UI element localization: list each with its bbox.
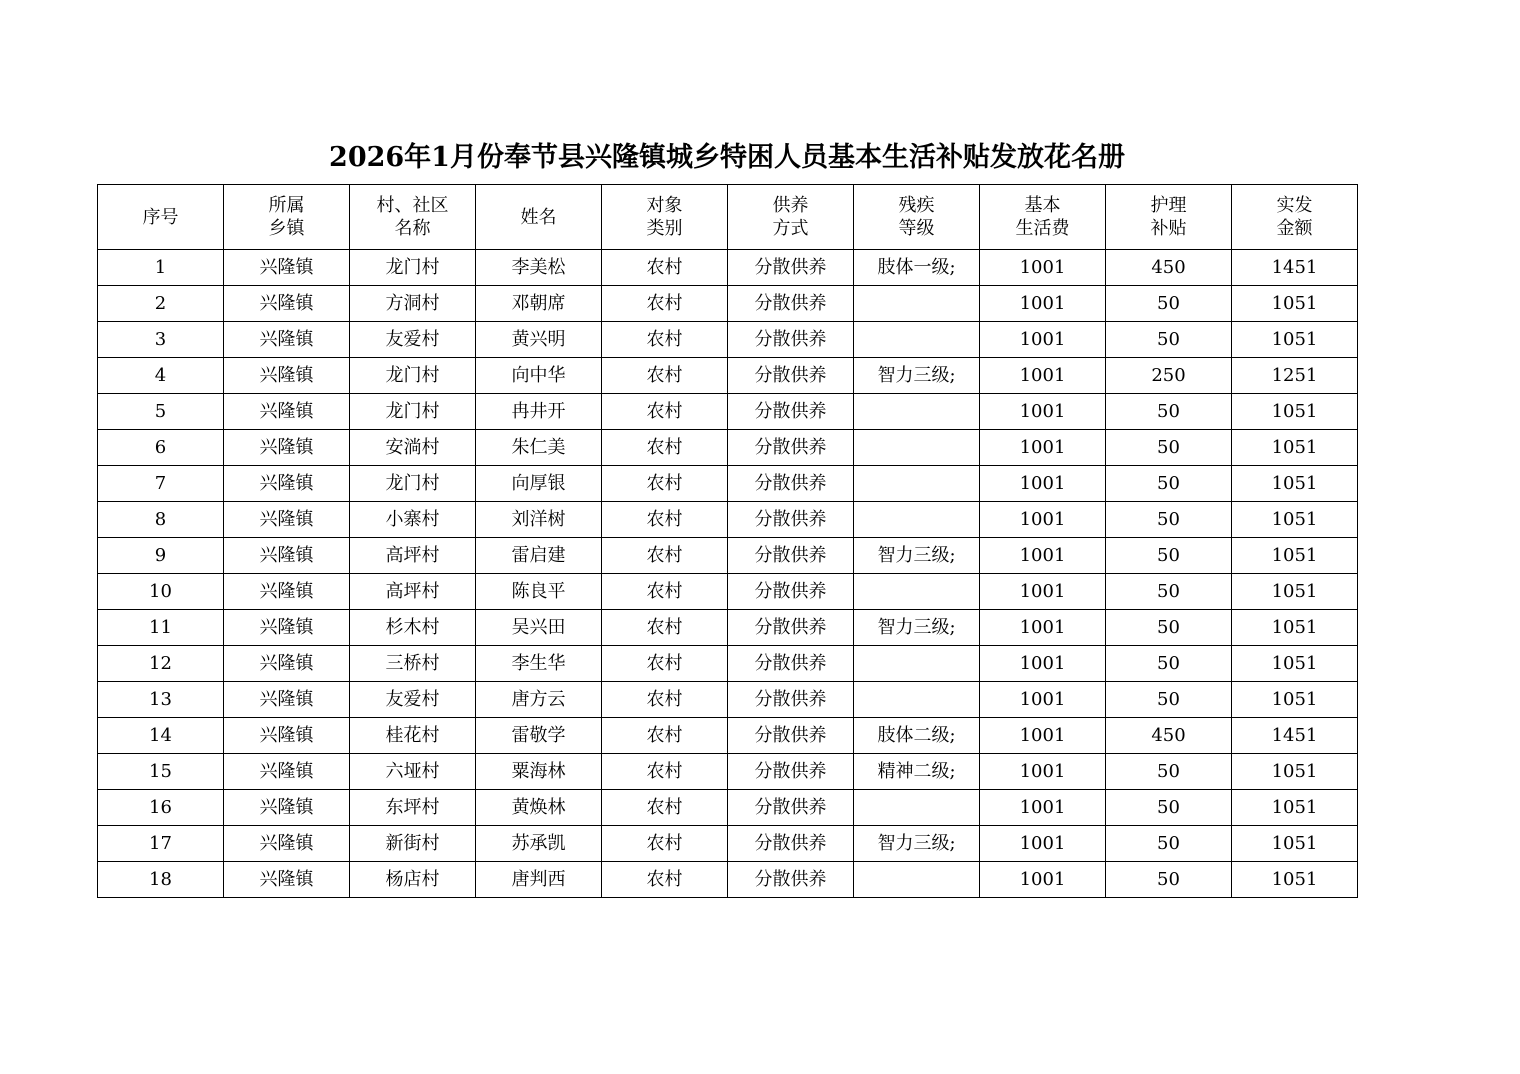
cell-support: 分散供养 (728, 322, 854, 358)
cell-care: 50 (1106, 502, 1232, 538)
cell-care: 50 (1106, 430, 1232, 466)
column-header-line1: 护理 (1150, 195, 1187, 216)
cell-category: 农村 (602, 646, 728, 682)
cell-seq: 12 (98, 646, 224, 682)
cell-seq: 2 (98, 286, 224, 322)
roster-table (97, 184, 1358, 898)
cell-name: 雷敬学 (476, 718, 602, 754)
cell-town: 兴隆镇 (224, 286, 350, 322)
cell-name: 雷启建 (476, 538, 602, 574)
cell-living: 1001 (980, 610, 1106, 646)
column-header-support (728, 185, 854, 250)
cell-category: 农村 (602, 430, 728, 466)
cell-seq: 14 (98, 718, 224, 754)
table-row (98, 682, 1358, 718)
cell-village: 六垭村 (350, 754, 476, 790)
cell-care: 50 (1106, 646, 1232, 682)
cell-support: 分散供养 (728, 250, 854, 286)
cell-seq: 8 (98, 502, 224, 538)
cell-village: 东坪村 (350, 790, 476, 826)
cell-category: 农村 (602, 322, 728, 358)
cell-village: 龙门村 (350, 394, 476, 430)
cell-disability (854, 322, 980, 358)
table-row (98, 286, 1358, 322)
cell-total: 1051 (1232, 682, 1358, 718)
column-header-category (602, 185, 728, 250)
cell-category: 农村 (602, 718, 728, 754)
column-header-living (980, 185, 1106, 250)
cell-town: 兴隆镇 (224, 322, 350, 358)
cell-living: 1001 (980, 358, 1106, 394)
cell-seq: 1 (98, 250, 224, 286)
cell-town: 兴隆镇 (224, 466, 350, 502)
table-row (98, 574, 1358, 610)
cell-town: 兴隆镇 (224, 394, 350, 430)
table-header-row (98, 185, 1358, 250)
cell-seq: 10 (98, 574, 224, 610)
cell-support: 分散供养 (728, 430, 854, 466)
cell-category: 农村 (602, 394, 728, 430)
cell-name: 李生华 (476, 646, 602, 682)
cell-support: 分散供养 (728, 538, 854, 574)
cell-total: 1451 (1232, 718, 1358, 754)
cell-name: 唐方云 (476, 682, 602, 718)
cell-town: 兴隆镇 (224, 502, 350, 538)
column-header-line1: 村、社区 (376, 195, 449, 216)
cell-care: 50 (1106, 286, 1232, 322)
cell-care: 50 (1106, 862, 1232, 898)
cell-disability: 肢体二级; (854, 718, 980, 754)
column-header-line2: 乡镇 (268, 218, 305, 239)
cell-seq: 17 (98, 826, 224, 862)
cell-category: 农村 (602, 862, 728, 898)
cell-seq: 11 (98, 610, 224, 646)
cell-town: 兴隆镇 (224, 646, 350, 682)
cell-name: 李美松 (476, 250, 602, 286)
cell-name: 刘洋树 (476, 502, 602, 538)
cell-town: 兴隆镇 (224, 358, 350, 394)
cell-support: 分散供养 (728, 826, 854, 862)
column-header-line2: 补贴 (1150, 218, 1187, 239)
cell-disability (854, 502, 980, 538)
cell-support: 分散供养 (728, 358, 854, 394)
cell-seq: 15 (98, 754, 224, 790)
cell-total: 1051 (1232, 322, 1358, 358)
cell-living: 1001 (980, 826, 1106, 862)
cell-village: 龙门村 (350, 250, 476, 286)
cell-support: 分散供养 (728, 394, 854, 430)
cell-disability (854, 574, 980, 610)
cell-disability (854, 466, 980, 502)
column-header-line2: 等级 (898, 218, 935, 239)
cell-living: 1001 (980, 394, 1106, 430)
cell-care: 450 (1106, 718, 1232, 754)
cell-total: 1051 (1232, 502, 1358, 538)
column-header-line1: 姓名 (520, 206, 557, 228)
table-row (98, 502, 1358, 538)
cell-total: 1251 (1232, 358, 1358, 394)
cell-village: 三桥村 (350, 646, 476, 682)
cell-care: 450 (1106, 250, 1232, 286)
column-header-line1: 供养 (772, 195, 809, 216)
column-header-line2: 名称 (394, 218, 431, 239)
cell-living: 1001 (980, 646, 1106, 682)
cell-name: 向中华 (476, 358, 602, 394)
cell-living: 1001 (980, 574, 1106, 610)
table-row (98, 826, 1358, 862)
cell-village: 新街村 (350, 826, 476, 862)
cell-total: 1051 (1232, 754, 1358, 790)
cell-total: 1451 (1232, 250, 1358, 286)
cell-disability (854, 430, 980, 466)
column-header-line1: 序号 (142, 206, 179, 228)
cell-village: 桂花村 (350, 718, 476, 754)
cell-name: 唐判西 (476, 862, 602, 898)
table-row (98, 466, 1358, 502)
cell-total: 1051 (1232, 790, 1358, 826)
cell-total: 1051 (1232, 394, 1358, 430)
cell-total: 1051 (1232, 430, 1358, 466)
cell-total: 1051 (1232, 826, 1358, 862)
cell-seq: 9 (98, 538, 224, 574)
cell-disability: 智力三级; (854, 538, 980, 574)
cell-name: 黄兴明 (476, 322, 602, 358)
cell-disability: 肢体一级; (854, 250, 980, 286)
cell-disability (854, 682, 980, 718)
cell-category: 农村 (602, 574, 728, 610)
table-row (98, 646, 1358, 682)
cell-town: 兴隆镇 (224, 718, 350, 754)
cell-name: 陈良平 (476, 574, 602, 610)
cell-living: 1001 (980, 718, 1106, 754)
cell-support: 分散供养 (728, 574, 854, 610)
cell-living: 1001 (980, 286, 1106, 322)
table-body (98, 250, 1358, 898)
cell-name: 苏承凯 (476, 826, 602, 862)
cell-seq: 4 (98, 358, 224, 394)
cell-support: 分散供养 (728, 646, 854, 682)
cell-name: 黄焕林 (476, 790, 602, 826)
cell-disability (854, 862, 980, 898)
column-header-line2: 生活费 (1015, 218, 1070, 239)
cell-village: 友爱村 (350, 322, 476, 358)
cell-village: 方洞村 (350, 286, 476, 322)
column-header-line1: 所属 (268, 195, 305, 216)
cell-name: 粟海林 (476, 754, 602, 790)
column-header-line1: 基本 (1024, 195, 1061, 216)
table-row (98, 718, 1358, 754)
cell-seq: 3 (98, 322, 224, 358)
table-row (98, 250, 1358, 286)
cell-category: 农村 (602, 286, 728, 322)
cell-support: 分散供养 (728, 502, 854, 538)
cell-total: 1051 (1232, 286, 1358, 322)
table-row (98, 358, 1358, 394)
cell-name: 吴兴田 (476, 610, 602, 646)
cell-town: 兴隆镇 (224, 430, 350, 466)
cell-seq: 6 (98, 430, 224, 466)
cell-care: 50 (1106, 682, 1232, 718)
cell-category: 农村 (602, 610, 728, 646)
column-header-line1: 残疾 (898, 195, 935, 216)
cell-support: 分散供养 (728, 286, 854, 322)
cell-support: 分散供养 (728, 718, 854, 754)
cell-category: 农村 (602, 682, 728, 718)
cell-disability: 智力三级; (854, 826, 980, 862)
column-header-town (224, 185, 350, 250)
cell-care: 50 (1106, 322, 1232, 358)
cell-category: 农村 (602, 826, 728, 862)
cell-care: 50 (1106, 790, 1232, 826)
column-header-line2: 方式 (772, 218, 809, 239)
cell-living: 1001 (980, 538, 1106, 574)
cell-support: 分散供养 (728, 754, 854, 790)
cell-total: 1051 (1232, 610, 1358, 646)
cell-seq: 13 (98, 682, 224, 718)
cell-disability (854, 394, 980, 430)
cell-category: 农村 (602, 502, 728, 538)
column-header-total (1232, 185, 1358, 250)
cell-living: 1001 (980, 322, 1106, 358)
cell-village: 龙门村 (350, 466, 476, 502)
cell-support: 分散供养 (728, 466, 854, 502)
cell-living: 1001 (980, 466, 1106, 502)
cell-town: 兴隆镇 (224, 826, 350, 862)
table-row (98, 538, 1358, 574)
cell-care: 250 (1106, 358, 1232, 394)
cell-care: 50 (1106, 466, 1232, 502)
cell-care: 50 (1106, 574, 1232, 610)
column-header-disability (854, 185, 980, 250)
cell-living: 1001 (980, 682, 1106, 718)
column-header-seq (98, 185, 224, 250)
cell-village: 高坪村 (350, 538, 476, 574)
cell-village: 杨店村 (350, 862, 476, 898)
cell-town: 兴隆镇 (224, 250, 350, 286)
cell-living: 1001 (980, 754, 1106, 790)
cell-disability (854, 790, 980, 826)
table-row (98, 610, 1358, 646)
cell-disability: 精神二级; (854, 754, 980, 790)
cell-category: 农村 (602, 754, 728, 790)
cell-category: 农村 (602, 358, 728, 394)
cell-care: 50 (1106, 610, 1232, 646)
cell-name: 邓朝席 (476, 286, 602, 322)
cell-category: 农村 (602, 538, 728, 574)
cell-category: 农村 (602, 466, 728, 502)
table-row (98, 790, 1358, 826)
cell-category: 农村 (602, 250, 728, 286)
column-header-line1: 对象 (646, 195, 683, 216)
table-row (98, 322, 1358, 358)
table-row (98, 862, 1358, 898)
cell-living: 1001 (980, 790, 1106, 826)
cell-care: 50 (1106, 826, 1232, 862)
cell-village: 小寨村 (350, 502, 476, 538)
cell-village: 安淌村 (350, 430, 476, 466)
cell-name: 冉井开 (476, 394, 602, 430)
page-title: 2026年1月份奉节县兴隆镇城乡特困人员基本生活补贴发放花名册 (329, 142, 1125, 173)
cell-support: 分散供养 (728, 682, 854, 718)
cell-name: 朱仁美 (476, 430, 602, 466)
cell-total: 1051 (1232, 466, 1358, 502)
table-row (98, 394, 1358, 430)
column-header-village (350, 185, 476, 250)
cell-village: 龙门村 (350, 358, 476, 394)
column-header-line2: 金额 (1276, 218, 1313, 239)
cell-total: 1051 (1232, 574, 1358, 610)
cell-living: 1001 (980, 862, 1106, 898)
cell-seq: 18 (98, 862, 224, 898)
cell-name: 向厚银 (476, 466, 602, 502)
cell-support: 分散供养 (728, 790, 854, 826)
cell-town: 兴隆镇 (224, 790, 350, 826)
cell-town: 兴隆镇 (224, 754, 350, 790)
cell-support: 分散供养 (728, 610, 854, 646)
cell-living: 1001 (980, 502, 1106, 538)
cell-town: 兴隆镇 (224, 610, 350, 646)
cell-town: 兴隆镇 (224, 538, 350, 574)
cell-seq: 5 (98, 394, 224, 430)
table-row (98, 754, 1358, 790)
cell-care: 50 (1106, 754, 1232, 790)
table-row (98, 430, 1358, 466)
cell-support: 分散供养 (728, 862, 854, 898)
cell-town: 兴隆镇 (224, 862, 350, 898)
cell-living: 1001 (980, 250, 1106, 286)
cell-care: 50 (1106, 538, 1232, 574)
cell-village: 友爱村 (350, 682, 476, 718)
cell-category: 农村 (602, 790, 728, 826)
cell-care: 50 (1106, 394, 1232, 430)
column-header-line1: 实发 (1276, 195, 1313, 216)
cell-total: 1051 (1232, 862, 1358, 898)
cell-town: 兴隆镇 (224, 682, 350, 718)
cell-town: 兴隆镇 (224, 574, 350, 610)
cell-village: 高坪村 (350, 574, 476, 610)
cell-disability (854, 286, 980, 322)
cell-disability (854, 646, 980, 682)
cell-seq: 16 (98, 790, 224, 826)
column-header-line2: 类别 (646, 218, 683, 239)
column-header-name (476, 185, 602, 250)
column-header-care (1106, 185, 1232, 250)
cell-total: 1051 (1232, 646, 1358, 682)
cell-village: 杉木村 (350, 610, 476, 646)
cell-disability: 智力三级; (854, 610, 980, 646)
cell-seq: 7 (98, 466, 224, 502)
cell-living: 1001 (980, 430, 1106, 466)
cell-disability: 智力三级; (854, 358, 980, 394)
cell-total: 1051 (1232, 538, 1358, 574)
